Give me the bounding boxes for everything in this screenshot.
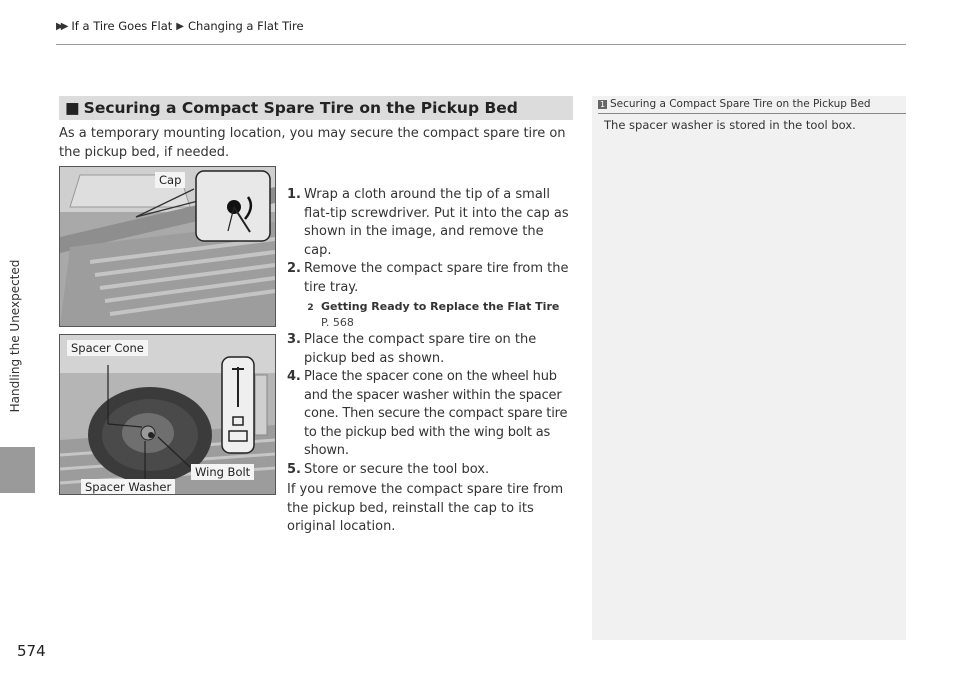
- note-title: [598, 98, 871, 110]
- breadcrumb-item-changing[interactable]: Changing a Flat Tire: [188, 19, 304, 33]
- arrow-right-icon: ▶: [176, 20, 184, 32]
- chapter-tab-marker: [0, 447, 35, 493]
- note-divider: [598, 113, 906, 114]
- square-bullet-icon: ■: [65, 99, 80, 117]
- intro-paragraph: As a temporary mounting location, you may secure the compact spare tire on the pickup bed, if needed.: [59, 126, 566, 160]
- note-body: The spacer washer is stored in the tool box.: [604, 118, 856, 132]
- step-text: Place the compact spare tire on the pickup bed as shown.: [304, 332, 537, 366]
- section-heading: [59, 96, 573, 120]
- truck-bed-illustration: [60, 167, 275, 326]
- cap-callout: Cap: [155, 172, 185, 188]
- note-marker-icon: 1: [599, 100, 606, 109]
- chapter-tab-label: Handling the Unexpected: [8, 259, 22, 413]
- step-text: Place the spacer cone on the wheel hub and the spacer washer within the spacer cone. Then secure the compact spare tire to the pickup bed with the wing bolt as shown.: [304, 369, 568, 458]
- note-title-text: Securing a Compact Spare Tire on the Pickup Bed: [610, 98, 871, 110]
- step-3: [287, 331, 573, 368]
- step-1: [287, 186, 573, 260]
- step-text: Wrap a cloth around the tip of a small flat-tip screwdriver. Put it into the cap as shown in the image, and remove the cap.: [304, 187, 569, 258]
- header-divider: [56, 44, 906, 45]
- spare-tire-mount-image: [59, 334, 276, 495]
- note-panel: [592, 96, 906, 640]
- cross-reference-link[interactable]: [304, 300, 573, 314]
- step-number: 4.: [287, 369, 301, 384]
- double-arrow-icon: ▶▶: [56, 20, 66, 32]
- cap-removal-image: [59, 166, 276, 327]
- wing-bolt-callout: Wing Bolt: [191, 464, 254, 480]
- cross-reference-title[interactable]: Getting Ready to Replace the Flat Tire: [321, 300, 560, 313]
- page-number: 574: [17, 642, 46, 660]
- steps-group-2: [287, 331, 573, 479]
- step-number: 3.: [287, 332, 301, 347]
- step-4: [287, 368, 573, 461]
- breadcrumb-item-flat-tire[interactable]: If a Tire Goes Flat: [71, 19, 173, 33]
- cross-reference-page[interactable]: P. 568: [321, 316, 354, 329]
- step-2: [287, 260, 573, 297]
- spacer-cone-callout: Spacer Cone: [67, 340, 148, 356]
- reference-arrow-icon: 2: [307, 303, 314, 313]
- steps-group-1: [287, 186, 573, 329]
- step-number: 5.: [287, 461, 301, 477]
- step-number: 1.: [287, 187, 301, 202]
- step-number: 2.: [287, 261, 301, 276]
- breadcrumb: [56, 19, 304, 33]
- step-text: Store or secure the tool box.: [304, 461, 490, 477]
- step-5: [287, 461, 573, 480]
- step-text: Remove the compact spare tire from the tire tray.: [304, 261, 569, 295]
- outro-paragraph: If you remove the compact spare tire from the pickup bed, reinstall the cap to its original location.: [287, 482, 564, 534]
- spacer-washer-callout: Spacer Washer: [81, 479, 175, 495]
- section-heading-text: Securing a Compact Spare Tire on the Pickup Bed: [83, 99, 518, 117]
